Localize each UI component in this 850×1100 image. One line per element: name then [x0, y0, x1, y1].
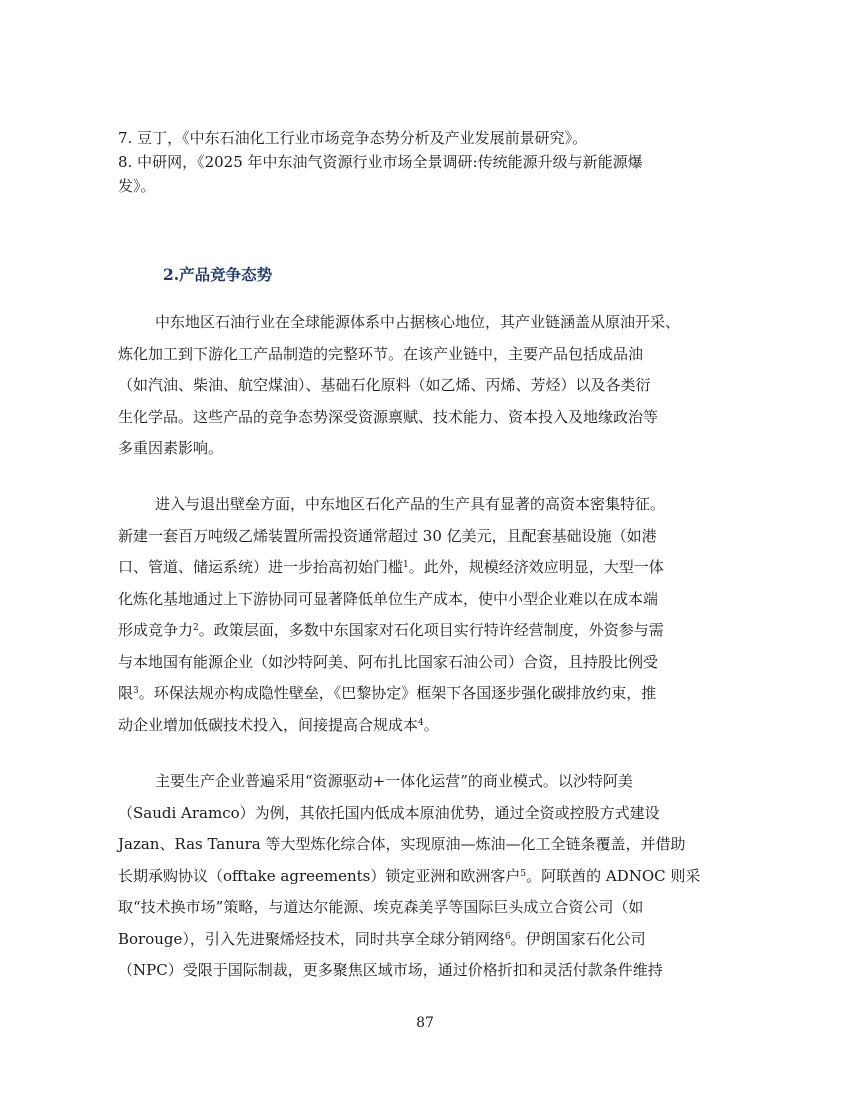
text-line	[118, 798, 748, 830]
text-line	[118, 521, 748, 553]
text-line	[118, 924, 748, 956]
text-line	[118, 402, 748, 434]
line-text: 。政策层面，多数中东国家对石化项目实行特许经营制度，外资参与需	[198, 621, 664, 639]
section-heading: 2.产品竞争态势	[163, 265, 273, 284]
footnote-marker[interactable]: 2	[193, 623, 199, 633]
line-text: 。环保法规亦构成隐性壁垒，《巴黎协定》框架下各国逐步强化碳排放约束，推	[138, 684, 657, 702]
line-text: 动企业增加低碳技术投入，间接提高合规成本	[118, 715, 419, 734]
line-text: 新建一套百万吨级乙烯装置所需投资通常超过 30 亿美元，且配套基础设施（如港	[118, 526, 657, 545]
text-line	[118, 489, 748, 521]
text-line	[118, 584, 748, 616]
text-line	[118, 339, 748, 371]
footnote-marker[interactable]: 5	[520, 868, 527, 879]
line-text: 限	[118, 684, 134, 702]
reference-item: 7. 豆丁，《中东石油化工行业市场竞争态势分析及产业发展前景研究》。	[118, 129, 588, 147]
line-text: 。	[423, 715, 439, 734]
footnote-marker[interactable]: 6	[504, 931, 511, 942]
line-text: 。阿联酋的 ADNOC 则采	[526, 866, 701, 885]
paragraph	[118, 307, 748, 465]
line-text: 进入与退出壁垒方面，中东地区石化产品的生产具有显著的高资本密集特征。	[155, 495, 666, 513]
text-line	[118, 955, 748, 987]
footnote-marker[interactable]: 4	[418, 717, 424, 728]
page-number: 87	[416, 1015, 434, 1031]
footnote-marker[interactable]: 1	[403, 560, 409, 570]
line-text: 。伊朗国家石化公司	[510, 929, 646, 948]
text-line	[118, 678, 748, 710]
line-text: 取“技术换市场”策略，与道达尔能源、埃克森美孚等国际巨头成立合资公司（如	[118, 898, 644, 916]
text-line	[118, 370, 748, 402]
text-line	[118, 861, 748, 893]
line-text: Jazan、Ras Tanura 等大型炼化综合体，实现原油—炼油—化工全链条覆盖，并借助	[118, 835, 686, 853]
text-line	[118, 307, 748, 339]
text-line	[118, 766, 748, 798]
line-text: 化炼化基地通过上下游协同可显著降低单位生产成本，使中小型企业难以在成本端	[118, 589, 659, 608]
text-line	[118, 433, 748, 465]
line-text: 炼化加工到下游化工产品制造的完整环节。在该产业链中，主要产品包括成品油	[118, 344, 644, 363]
line-text: 多重因素影响。	[118, 439, 224, 457]
line-text: 生化学品。这些产品的竞争态势深受资源禀赋、技术能力、资本投入及地缘政治等	[118, 407, 659, 426]
text-line	[118, 892, 748, 924]
line-text: 形成竞争力	[118, 621, 194, 639]
text-line	[118, 710, 748, 742]
text-line	[118, 829, 748, 861]
line-text: 与本地国有能源企业（如沙特阿美、阿布扎比国家石油公司）合资，且持股比例受	[118, 652, 659, 671]
text-line	[118, 552, 748, 584]
line-text: 中东地区石油行业在全球能源体系中占据核心地位，其产业链涵盖从原油开采、	[155, 313, 681, 331]
line-text: 口、管道、储运系统）进一步抬高初始门槛	[118, 558, 404, 576]
paragraph	[118, 489, 748, 741]
line-text: 长期承购协议（offtake agreements）锁定亚洲和欧洲客户	[118, 866, 521, 885]
line-text: 。此外，规模经济效应明显，大型一体	[408, 558, 664, 576]
line-text: 主要生产企业普遍采用“资源驱动+一体化运营”的商业模式。以沙特阿美	[155, 772, 633, 790]
text-line	[118, 615, 748, 647]
reference-list	[118, 126, 738, 198]
line-text: （如汽油、柴油、航空煤油）、基础石化原料（如乙烯、丙烯、芳烃）以及各类衍	[118, 376, 651, 394]
paragraph	[118, 766, 748, 987]
reference-item: 8. 中研网，《2025 年中东油气资源行业市场全景调研:传统能源升级与新能源爆	[118, 153, 643, 171]
line-text: Borouge），引入先进聚烯烃技术，同时共享全球分销网络	[118, 929, 505, 948]
line-text: （NPC）受限于国际制裁，更多聚焦区域市场，通过价格折扣和灵活付款条件维持	[118, 961, 663, 979]
line-text: （Saudi Aramco）为例，其依托国内低成本原油优势，通过全资或控股方式建设	[118, 803, 660, 822]
reference-item: 发》。	[118, 177, 156, 195]
text-line	[118, 647, 748, 679]
footnote-marker[interactable]: 3	[133, 686, 139, 696]
